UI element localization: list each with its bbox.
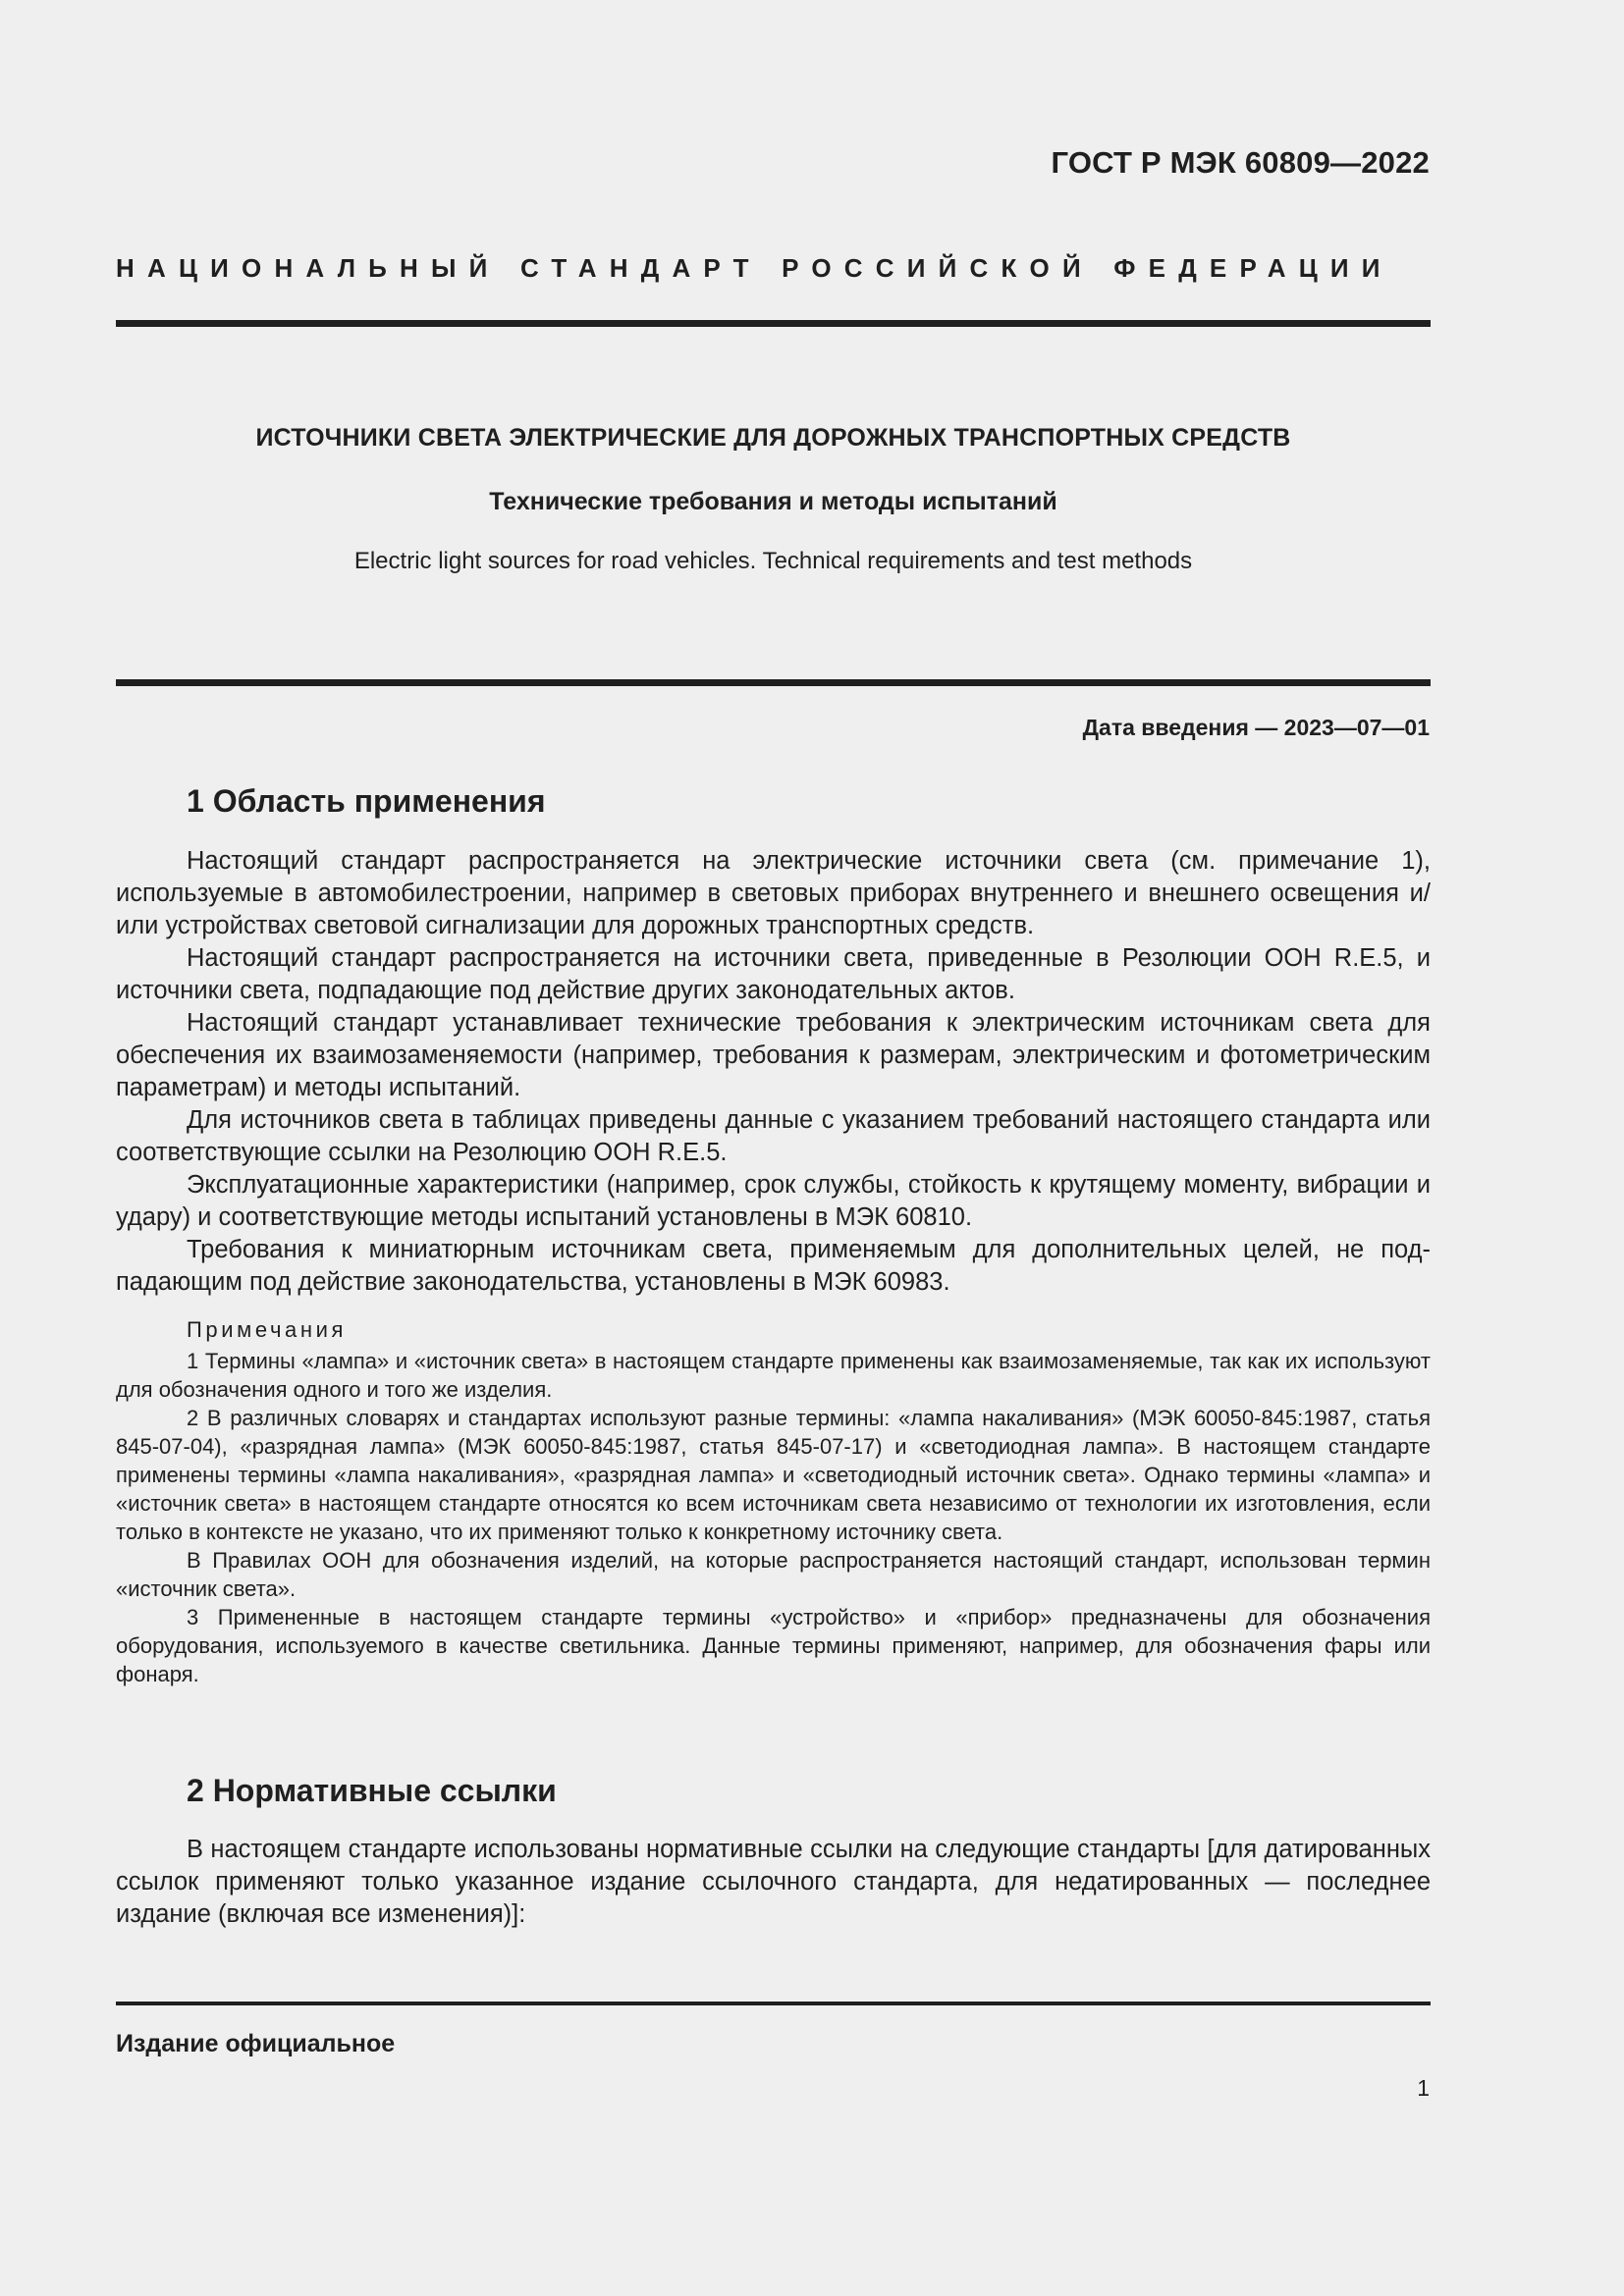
paragraph: В настоящем стандарте использованы нормативные ссылки на следующие стандарты [для датированных ссылок применяют только указанное издание ссылочного стандарта, для недатированных — последнее издание (включая все изменения)]: (116, 1836, 1431, 1928)
page-number: 1 (1417, 2075, 1430, 2101)
notes-body (116, 1347, 1431, 1688)
sub-title: Технические требования и методы испытаний (489, 488, 1057, 515)
section-1-body (116, 845, 1431, 1299)
notes-label: Примечания (187, 1317, 348, 1342)
note: В Правилах ООН для обозначения изделий, на которые распространяется настоящий стандарт, использован термин «источник света». (116, 1548, 1431, 1601)
paragraph: Для источников света в таблицах приведены данные с указанием требований настоящего стандарта или соответствующие ссылки на Резолюцию ООН R.E.5. (116, 1106, 1431, 1166)
paragraph: Настоящий стандарт распространяется на электрические источники света (см. примечание 1), используемые в автомобилестроении, например в световых приборах внутреннего и внешнего освещения и/или устройствах световой сигнализации для дорожных транспортных средств. (116, 847, 1431, 939)
document-number: ГОСТ Р МЭК 60809—2022 (1051, 145, 1430, 180)
paragraph: Настоящий стандарт устанавливает технические требования к электрическим источникам света для обеспечения их взаимозаменяемости (например, требования к размерам, электрическим и фотометрическим параметрам) и методы испытаний. (116, 1009, 1431, 1101)
note: 1 Термины «лампа» и «источник света» в настоящем стандарте применены как взаимозаменяемые, так как их используют для обозначения одного и того же изделия. (116, 1349, 1431, 1402)
introduction-date: Дата введения — 2023—07—01 (1082, 715, 1430, 740)
top-rule (116, 320, 1431, 327)
national-standard-title: НАЦИОНАЛЬНЫЙ СТАНДАРТ РОССИЙСКОЙ ФЕДЕРАЦИИ (116, 253, 1393, 283)
paragraph: Эксплуатационные характеристики (например, срок службы, стойкость к крутящему моменту, вибрации и удару) и соответствующие методы испытаний установлены в МЭК 60810. (116, 1171, 1431, 1231)
title-rule (116, 679, 1431, 686)
official-edition-label: Издание официальное (116, 2030, 396, 2057)
section-1-heading: 1 Область применения (187, 783, 546, 819)
paragraph: Настоящий стандарт распространяется на источники света, приведенные в Резолюции ООН R.E.5, и источники света, подпадающие под действие других законодательных актов. (116, 944, 1431, 1004)
main-title: ИСТОЧНИКИ СВЕТА ЭЛЕКТРИЧЕСКИЕ ДЛЯ ДОРОЖНЫХ ТРАНСПОРТНЫХ СРЕДСТВ (255, 424, 1291, 452)
note: 2 В различных словарях и стандартах используют разные термины: «лампа накаливания» (МЭК 60050-845:1987, статья 845-07-04), «разрядная лампа» (МЭК 60050-845:1987, статья 845-07-17) и «светодиодная лампа». В настоящем стандарте применены термины «лампа накаливания», «разрядная лампа» и «светодиодный источник света». Однако термины «лампа» и «источник света» в настоящем стандарте относятся ко всем источникам света независимо от технологии их изготовления, если только в контексте не указано, что их применяют только к конкретному источнику света. (116, 1406, 1431, 1544)
note: 3 Примененные в настоящем стандарте термины «устройство» и «прибор» предназначены для обозначения оборудования, используемого в качестве светильника. Данные термины применяют, например, для обозначения фары или фонаря. (116, 1605, 1431, 1686)
section-2-heading: 2 Нормативные ссылки (187, 1773, 557, 1808)
footer-rule (116, 2002, 1431, 2005)
paragraph: Требования к миниатюрным источникам света, применяемым для дополнительных целей, не подпадающим под действие законодательства, установлены в МЭК 60983. (116, 1236, 1431, 1296)
section-2-body (116, 1834, 1431, 1931)
english-title: Electric light sources for road vehicles. Technical requirements and test methods (353, 548, 1193, 574)
